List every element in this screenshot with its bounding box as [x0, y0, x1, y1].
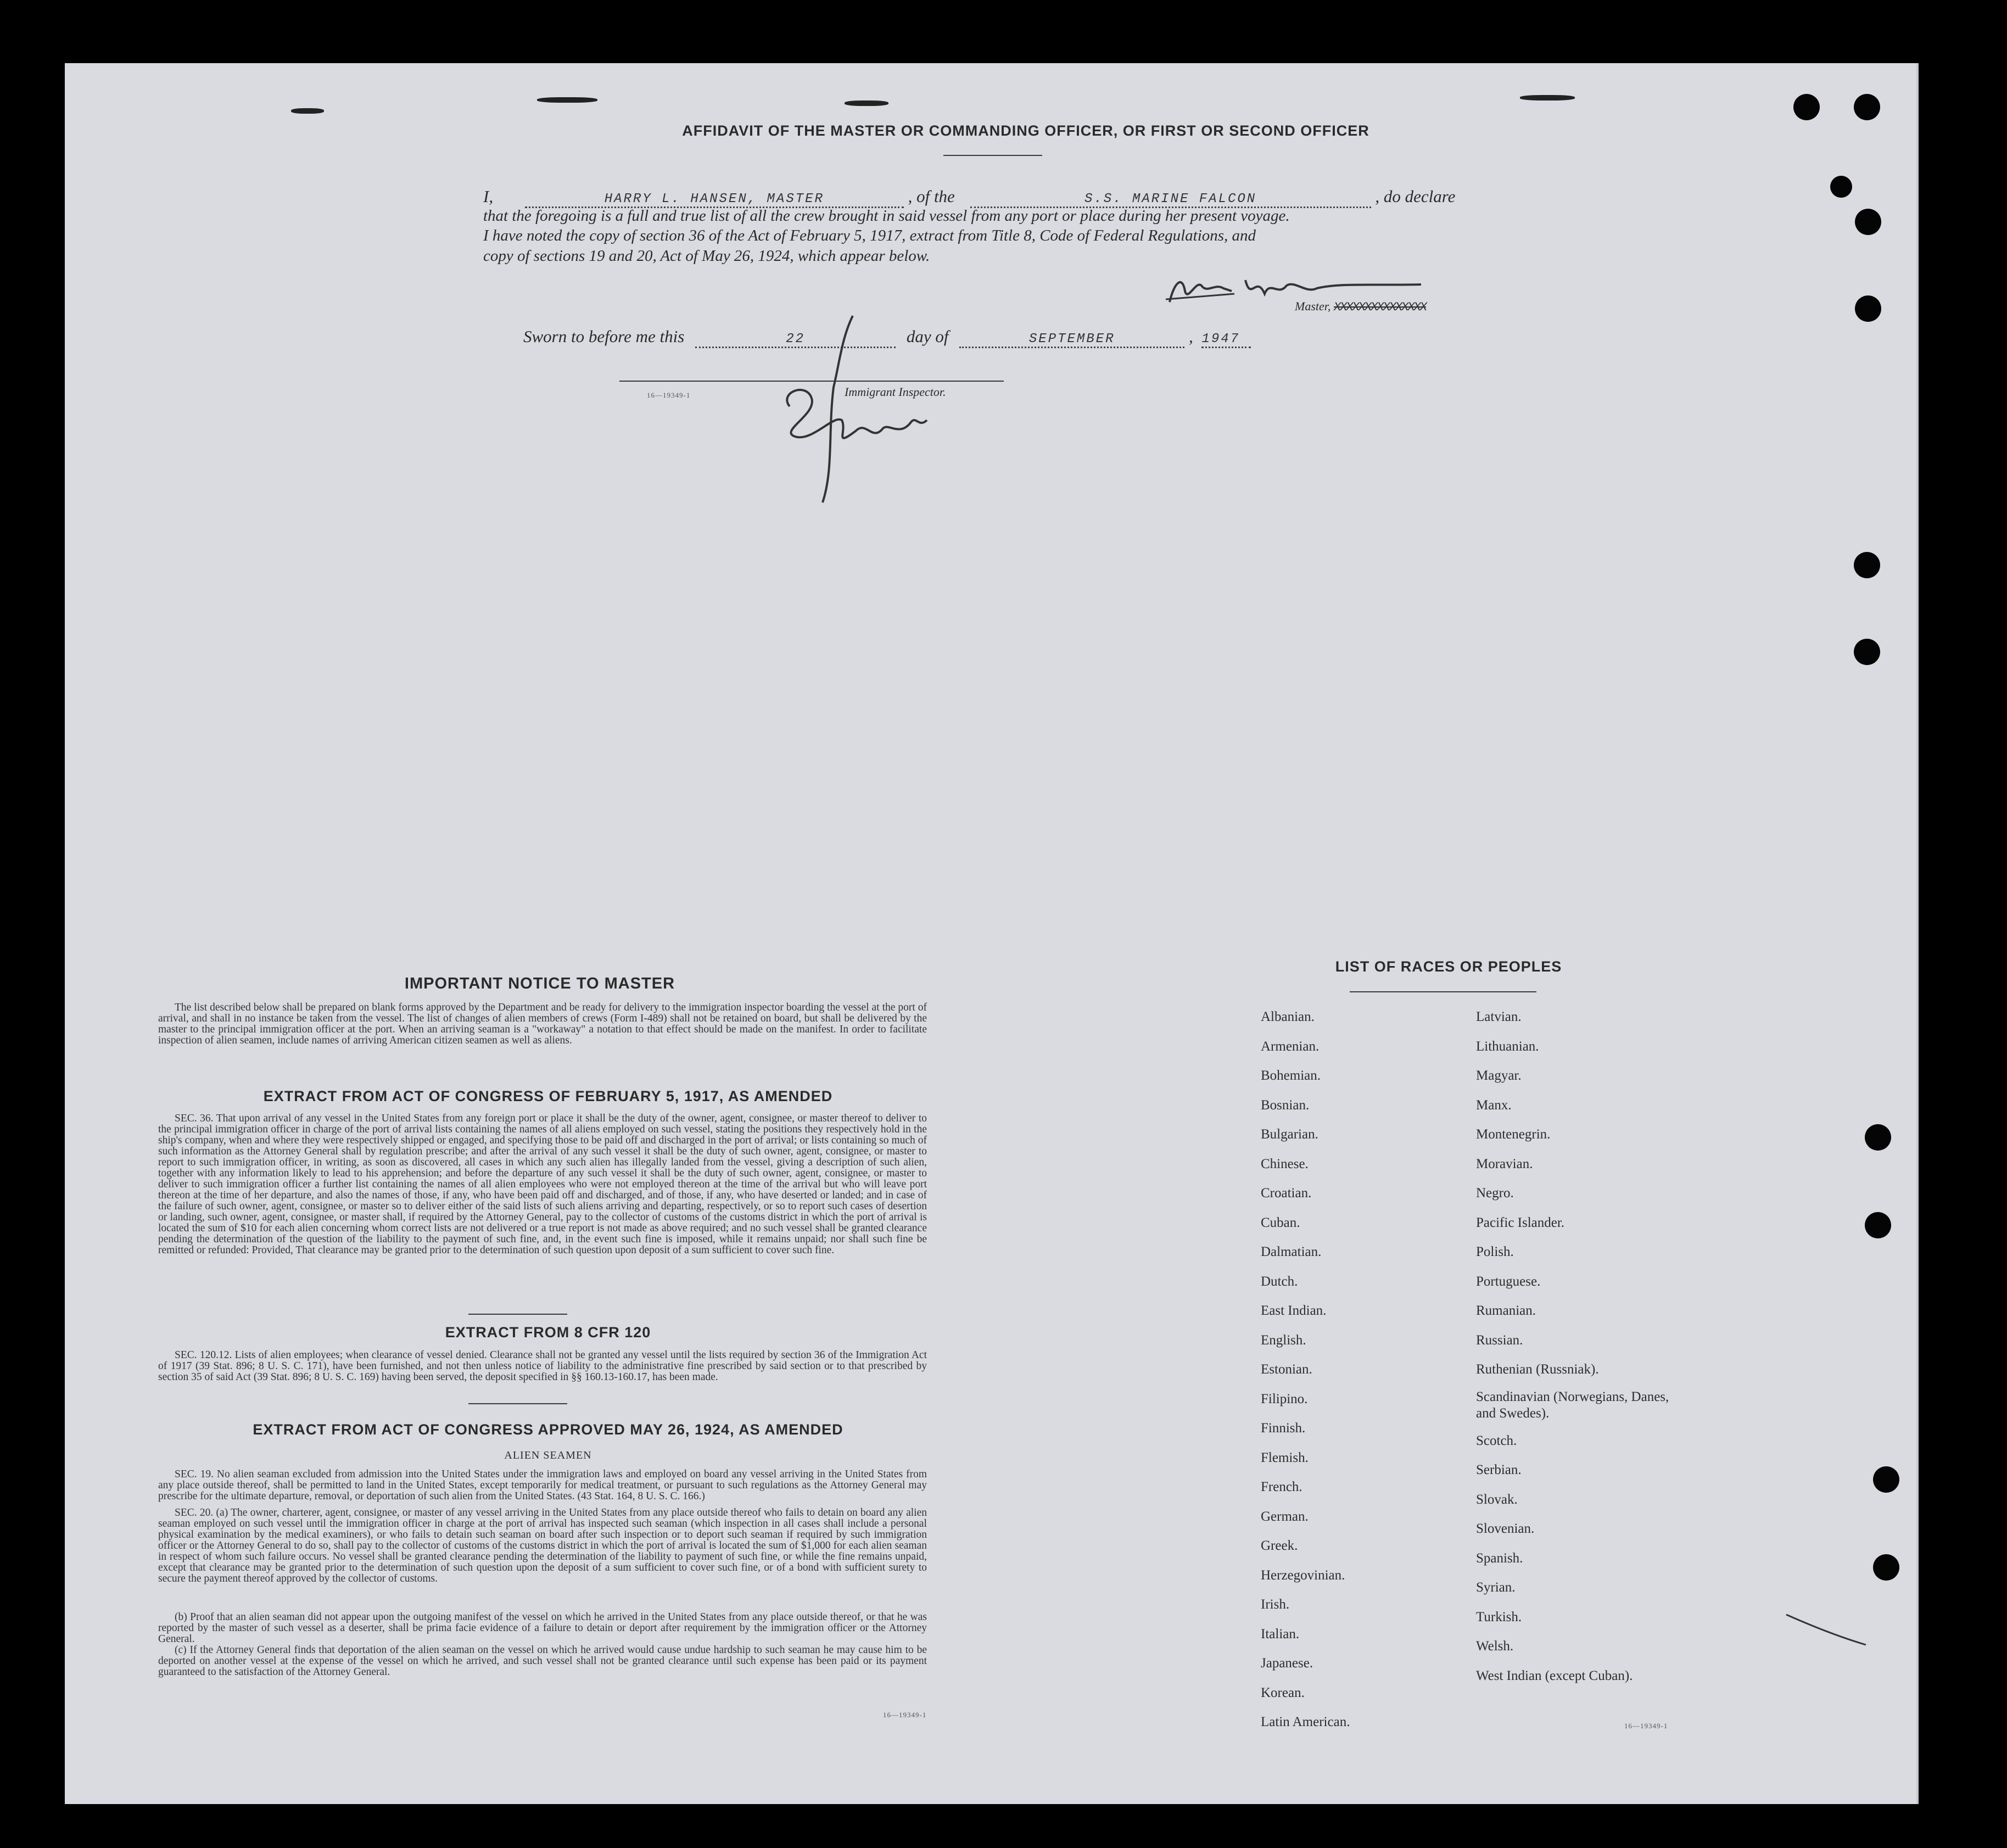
race-item: Scotch.: [1476, 1433, 1517, 1448]
race-item: Rumanian.: [1476, 1303, 1536, 1318]
race-item: Negro.: [1476, 1186, 1514, 1201]
struck-title: XXXXXXXXXXXXXXX: [1333, 300, 1426, 314]
race-item: Irish.: [1261, 1597, 1290, 1612]
sworn-line: Sworn to before me this 22 day of SEPTEMBER , 1947: [523, 327, 1347, 348]
extract-1917-title: EXTRACT FROM ACT OF CONGRESS OF FEBRUARY 5, 1917, AS AMENDED: [263, 1088, 833, 1104]
race-item: Moravian.: [1476, 1156, 1533, 1171]
race-item: Serbian.: [1476, 1462, 1522, 1477]
binder-hole: [1855, 209, 1881, 235]
race-item: French.: [1261, 1479, 1302, 1494]
stray-pen-mark: [1784, 1606, 1871, 1650]
race-item: Bulgarian.: [1261, 1127, 1318, 1142]
sworn-year-field: 1947: [1201, 332, 1240, 347]
document-page: [65, 63, 1919, 1804]
races-title-rule: [1350, 991, 1536, 992]
race-item: Syrian.: [1476, 1580, 1516, 1595]
race-item: Japanese.: [1261, 1656, 1313, 1671]
race-item: Montenegrin.: [1476, 1127, 1551, 1142]
declaration-line-3: I have noted the copy of section 36 of the Act of February 5, 1917, extract from Title 8, Code of Federal Regulations, and: [483, 227, 1256, 244]
extract-cfr-text: SEC. 120.12. Lists of alien employees; when clearance of vessel denied. Clearance shall not be granted any vessel until the lists required by section 36 of the Immigration Act of 1917 (39 Stat. 896; 8 U. S. C. 171), have been furnished, and not then unless notice of liability to the administrative fine prescribed by said section or to that prescribed by section 35 of said Act (39 Stat. 896; 8 U. S. C. 169) having been served, the deposit specified in §§ 160.13-160.17, has been made.: [158, 1349, 927, 1383]
extract-1924-sec20a: SEC. 20. (a) The owner, charterer, agent, consignee, or master of any vessel arriving in the United States from any place outside thereof who fails to detain on board any alien seaman employed on such vessel until the immigration officer in charge at the port of arrival has inspected such seaman (which inspection in all cases shall include a personal physical examination by the medical examiners), or who fails to detain such seaman on board after such inspection or to deport such seaman if required by such immigration officer or the Attorney General to do so, shall pay to the collector of customs of the customs district in which the port of arrival is located the sum of $1,000 for each alien seaman in respect of whom such failure occurs. No vessel shall be granted clearance pending the determination of the liability to payment of such fine, or while the fine remains unpaid, except that clearance may be granted prior to the determination of such question upon the deposit of a sum sufficient to cover such fine, or of a bond with sufficient surety to secure the payment thereof approved by the collector of customs.: [158, 1507, 927, 1584]
races-right-column: [1476, 1002, 1762, 1690]
race-item: Italian.: [1261, 1626, 1300, 1642]
race-item: Turkish.: [1476, 1609, 1522, 1624]
race-item: Dalmatian.: [1261, 1244, 1322, 1259]
race-item: Finnish.: [1261, 1421, 1306, 1436]
race-item: Scandinavian (Norwegians, Danes, and Swedes).: [1476, 1389, 1669, 1421]
extract-1917-text: SEC. 36. That upon arrival of any vessel in the United States from any foreign port or place it shall be the duty of the owner, agent, consignee, or master thereof to deliver to the principal immigration officer in charge of the port of arrival lists containing the names of all aliens employed on such vessel, stating the positions they respectively hold in the ship's company, when and where they were respectively shipped or engaged, and specifying those to be paid off and discharged in the port of arrival; or lists containing so much of such information as the Attorney General shall by regulation prescribe; and after the arrival of any such vessel it shall be the duty of such owner, agent, consignee, or master to report to such immigration officer, in writing, as soon as discovered, all cases in which any such alien has illegally landed from the vessel, giving a description of such alien, together with any information likely to lead to his apprehension; and before the departure of any such vessel it shall be the duty of such owner, agent, consignee, or master to deliver to such immigration officer a further list containing the names of all alien employees who were not employed thereon at the time of the arrival but who will leave port thereon at the time of her departure, and also the names of those, if any, who have been paid off and discharged, and of those, if any, who have deserted or landed; and in case of the failure of such owner, agent, consignee, or master so to deliver either of the said lists of such aliens arriving and departing, respectively, or so to report such cases of desertion or landing, such owner, agent, consignee, or master shall, if required by the Attorney General, pay to the collector of customs of the customs district in which the port of arrival is located the sum of $10 for each alien concerning whom correct lists are not delivered or a true report is not made as above required; and no such vessel shall be granted clearance pending the determination of the question of the liability to the payment of such fine, and, in the event such fine is imposed, while it remains unpaid; nor shall such fine be remitted or refunded: Provided, That clearance may be granted prior to the determination of such question upon deposit of a sum sufficient to cover such fine.: [158, 1113, 927, 1256]
race-item: Pacific Islander.: [1476, 1215, 1565, 1230]
race-item: Dutch.: [1261, 1274, 1298, 1289]
binder-hole: [1793, 94, 1820, 120]
sworn-day-field: 22: [786, 332, 805, 347]
inspector-signature-line: [619, 381, 1004, 382]
race-item: East Indian.: [1261, 1303, 1327, 1318]
extract-1924-title: EXTRACT FROM ACT OF CONGRESS APPROVED MAY 26, 1924, AS AMENDED: [253, 1421, 843, 1438]
race-item: Latvian.: [1476, 1009, 1522, 1024]
race-item: Cuban.: [1261, 1215, 1300, 1230]
declaration-line-4: copy of sections 19 and 20, Act of May 26, 1924, which appear below.: [483, 247, 930, 265]
extract-form-number: 16—19349-1: [883, 1711, 927, 1719]
extract-1924-sec20c: (c) If the Attorney General finds that deportation of the alien seaman on the vessel on which he arrived would cause undue hardship to such seaman he may cause him to be deported on another vessel at the expense of the vessel on which he arrived, and such vessel shall not be granted clearance until such expense has been paid or its payment guaranteed to the satisfaction of the Attorney General.: [158, 1644, 927, 1678]
inspector-signature: [746, 305, 976, 513]
declaration-line-2: that the foregoing is a full and true list of all the crew brought in said vessel from any port or place during her present voyage.: [483, 207, 1290, 225]
notice-title: IMPORTANT NOTICE TO MASTER: [404, 975, 675, 992]
extract-cfr-title: EXTRACT FROM 8 CFR 120: [445, 1324, 651, 1341]
race-item: Albanian.: [1261, 1009, 1315, 1024]
binder-hole: [1873, 1554, 1899, 1581]
affidavit-form-number: 16—19349-1: [647, 391, 691, 399]
race-item: Greek.: [1261, 1538, 1298, 1553]
binder-hole: [1865, 1212, 1891, 1238]
race-item: Croatian.: [1261, 1186, 1312, 1201]
title-rule: [943, 155, 1042, 156]
race-item: Chinese.: [1261, 1156, 1309, 1171]
binder-hole: [1854, 552, 1880, 578]
i-label: I,: [483, 187, 494, 206]
extract-1924-sec20b: (b) Proof that an alien seaman did not appear upon the outgoing manifest of the vessel on which he arrived in the United States from any place outside thereof, or that he was reported by the master of such vessel as a deserter, shall be prima facie evidence of a failure to detain or deport after requirement by the immigration officer or the Attorney General.: [158, 1611, 927, 1645]
ink-smudge: [537, 97, 597, 103]
section-rule: [468, 1314, 567, 1315]
race-item: Herzegovinian.: [1261, 1567, 1345, 1583]
master-signature-label: Master, XXXXXXXXXXXXXXX: [1295, 299, 1426, 314]
binder-hole: [1855, 295, 1881, 322]
races-title: LIST OF RACES OR PEOPLES: [1335, 958, 1562, 975]
vessel-name-field: S.S. MARINE FALCON: [1084, 192, 1257, 206]
declaration-line-1: [483, 187, 1576, 208]
extract-1924-subtitle: ALIEN SEAMEN: [504, 1449, 592, 1461]
race-item: Manx.: [1476, 1097, 1512, 1113]
race-item: Ruthenian (Russniak).: [1476, 1362, 1599, 1377]
race-item: Filipino.: [1261, 1391, 1308, 1406]
binder-hole: [1865, 1124, 1891, 1151]
race-item: Portuguese.: [1476, 1274, 1541, 1289]
race-item: Slovak.: [1476, 1492, 1518, 1507]
affidavit-title: AFFIDAVIT OF THE MASTER OR COMMANDING OFFICER, OR FIRST OR SECOND OFFICER: [682, 122, 1369, 139]
inspector-label: Immigrant Inspector.: [845, 385, 946, 399]
race-item: Flemish.: [1261, 1450, 1309, 1465]
race-item: Lithuanian.: [1476, 1039, 1539, 1054]
race-item: Estonian.: [1261, 1362, 1312, 1377]
race-item: Korean.: [1261, 1685, 1305, 1700]
ink-smudge: [291, 108, 324, 114]
race-item: Russian.: [1476, 1332, 1523, 1348]
ink-smudge: [845, 101, 888, 106]
do-declare-label: , do declare: [1375, 187, 1456, 206]
extract-1924-sec19: SEC. 19. No alien seaman excluded from admission into the United States under the immigration laws and employed on board any vessel arriving in the United States from any place outside thereof, shall be permitted to land in the United States, except temporarily for medical treatment, or pursuant to such regulations as the Attorney General may prescribe for the ultimate departure, removal, or deportation of such alien from the United States. (43 Stat. 164, 8 U. S. C. 166.): [158, 1469, 927, 1502]
day-of-label: day of: [906, 327, 949, 346]
master-name-field: HARRY L. HANSEN, MASTER: [604, 192, 824, 206]
races-form-number: 16—19349-1: [1624, 1722, 1668, 1730]
sworn-label: Sworn to before me this: [523, 327, 685, 346]
races-left-column: [1261, 1002, 1480, 1737]
race-item: Welsh.: [1476, 1639, 1514, 1654]
notice-text: The list described below shall be prepared on blank forms approved by the Department and be ready for delivery to the immigration inspector boarding the vessel at the port of arrival, and shall in no instance be taken from the vessel. The list of changes of alien members of crews (Form I-489) shall not be retained on board, but shall be delivered by the master to the principal immigration officer at the port. When an arriving seaman is a "workaway" a notation to that effect should be made on the manifest. In order to facilitate inspection of alien seamen, include names of arriving American citizen seamen as well as aliens.: [158, 1002, 927, 1046]
binder-hole: [1854, 94, 1880, 120]
race-item: Bohemian.: [1261, 1068, 1321, 1083]
race-item: Polish.: [1476, 1244, 1514, 1259]
binder-hole: [1830, 176, 1852, 198]
race-item: West Indian (except Cuban).: [1476, 1668, 1633, 1683]
race-item: Slovenian.: [1476, 1521, 1535, 1536]
binder-hole: [1854, 639, 1880, 665]
race-item: English.: [1261, 1332, 1306, 1348]
section-rule: [468, 1403, 567, 1404]
race-item: German.: [1261, 1509, 1309, 1524]
sworn-month-field: SEPTEMBER: [1028, 332, 1115, 347]
race-item: Bosnian.: [1261, 1097, 1310, 1113]
ink-smudge: [1520, 95, 1575, 101]
binder-hole: [1873, 1466, 1899, 1493]
of-the-label: , of the: [908, 187, 955, 206]
race-item: Armenian.: [1261, 1039, 1320, 1054]
race-item: Magyar.: [1476, 1068, 1522, 1083]
race-item: Spanish.: [1476, 1550, 1523, 1566]
race-item: Latin American.: [1261, 1715, 1350, 1729]
